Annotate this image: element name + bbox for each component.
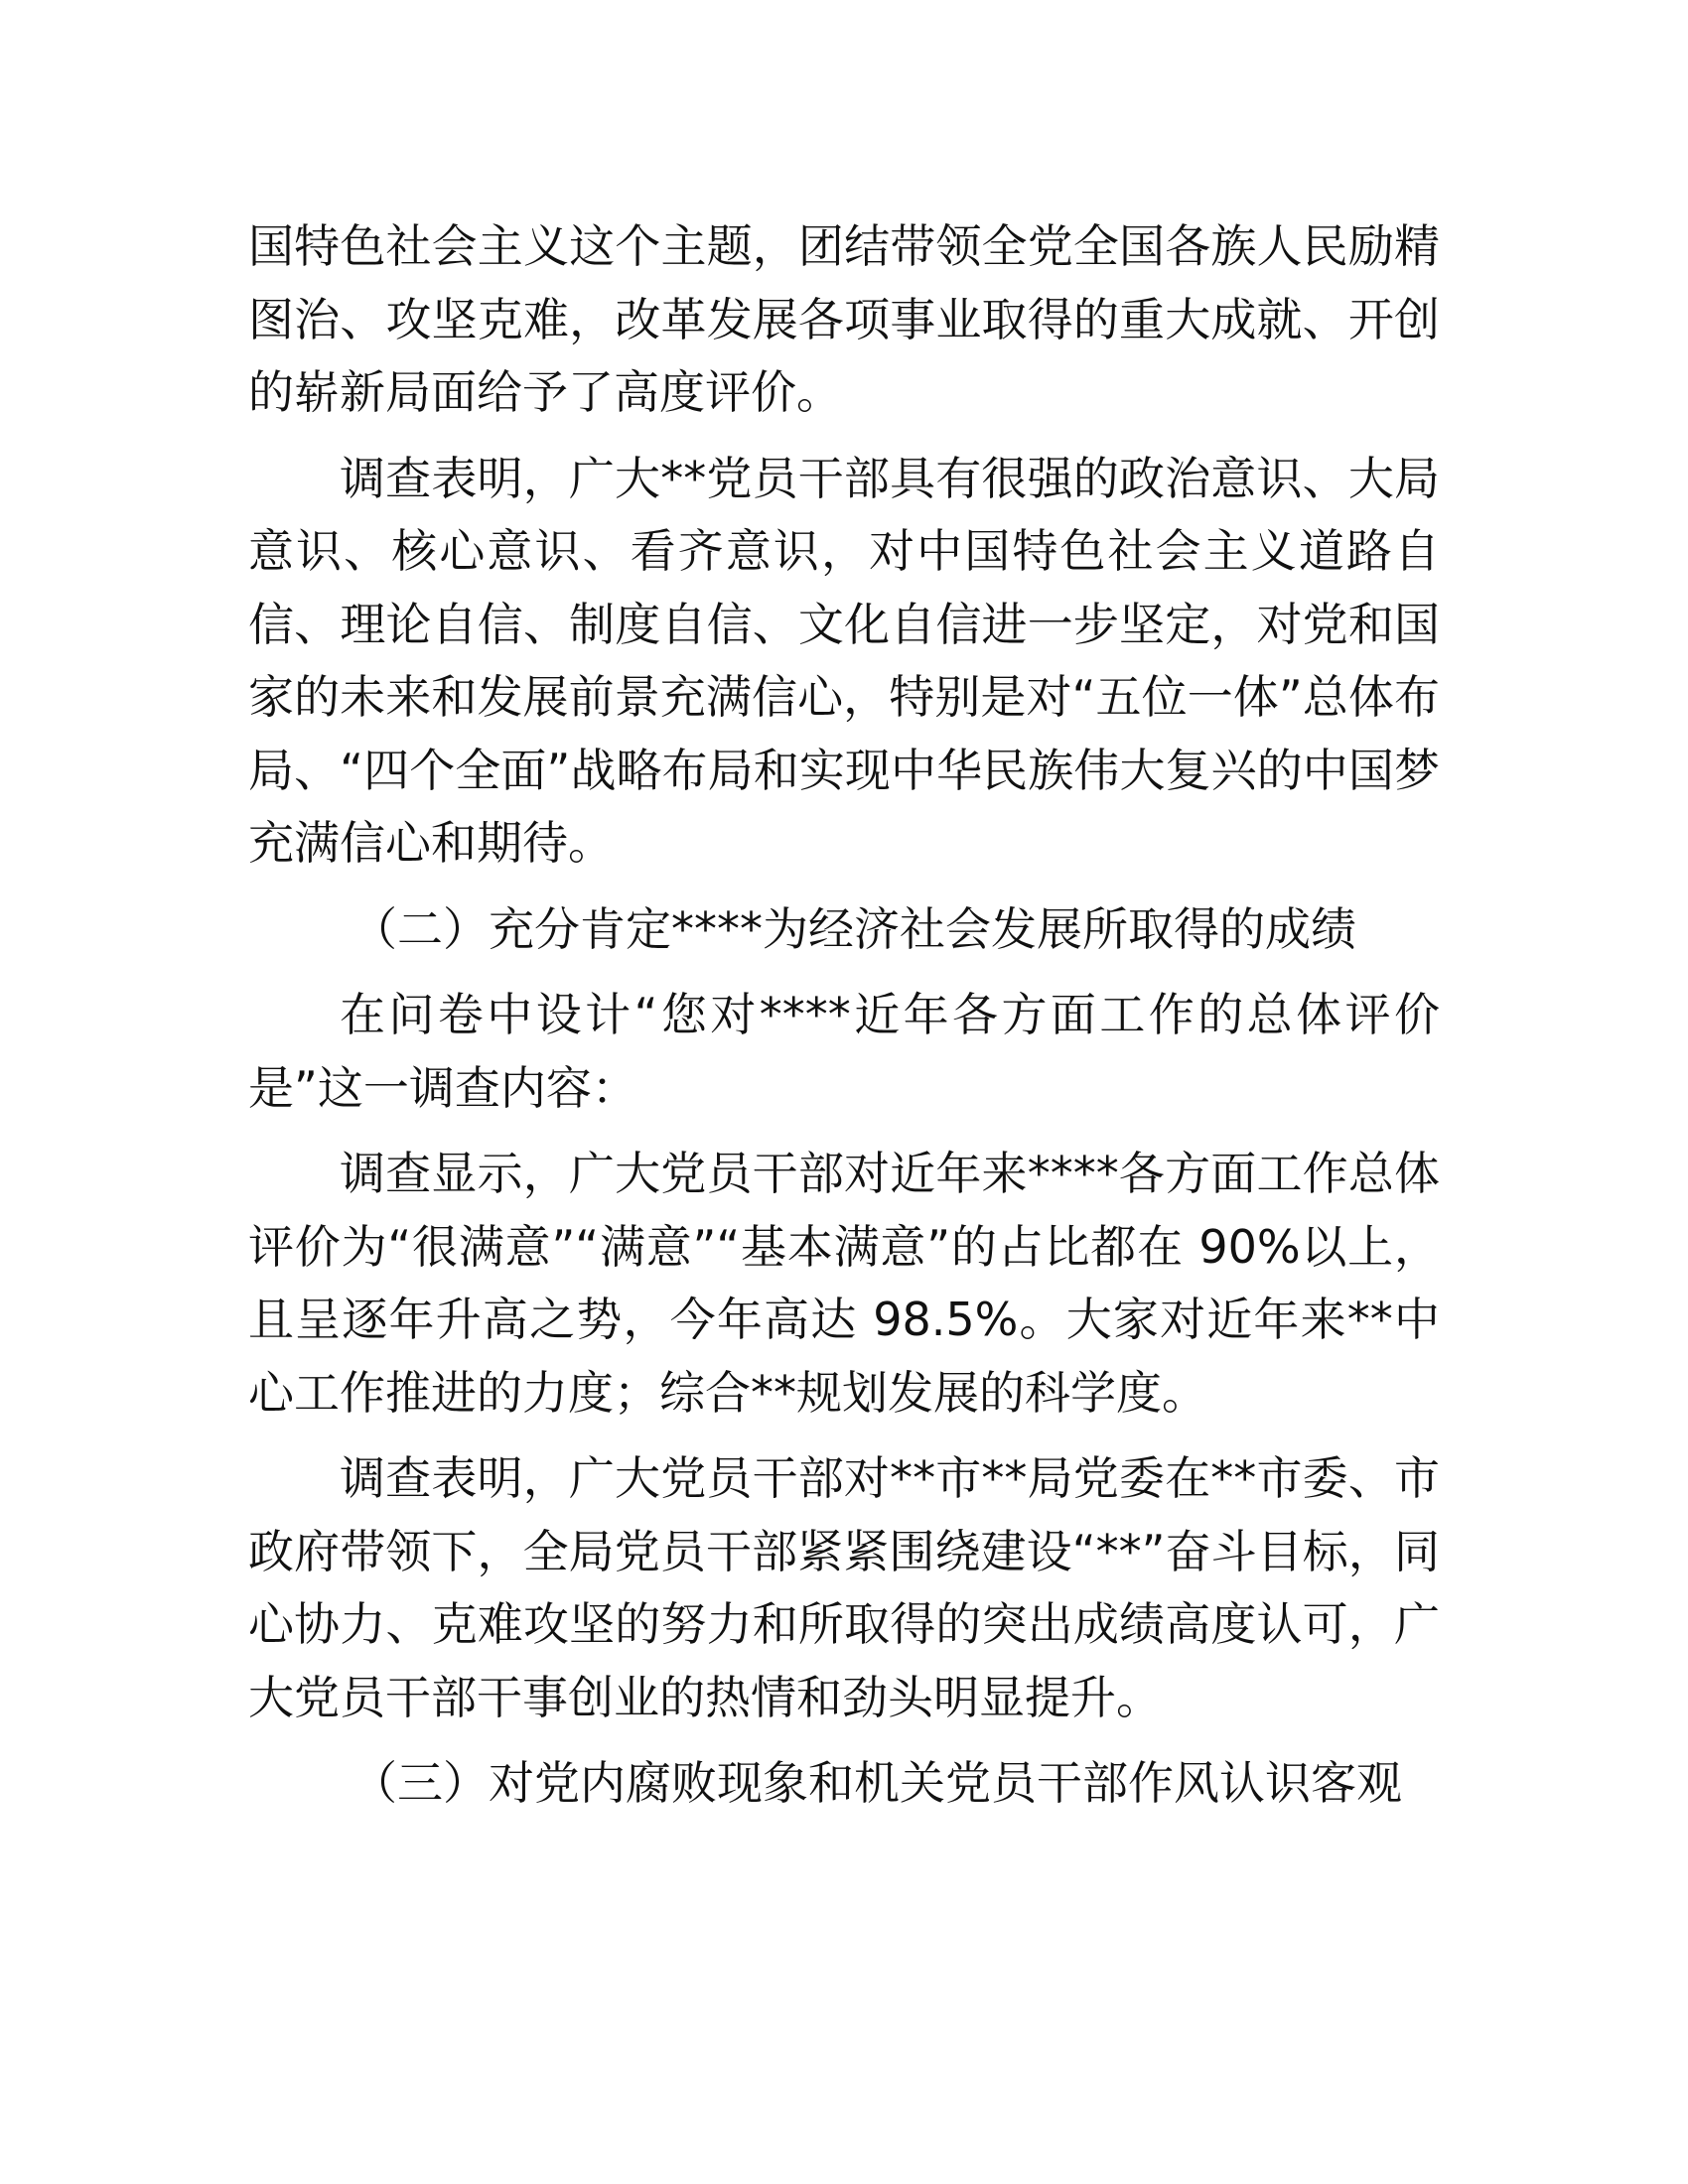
document-body — [248, 210, 1440, 1834]
paragraph-questionnaire: 在问卷中设计“您对****近年各方面工作的总体评价是”这一调查内容： — [248, 988, 1440, 1115]
section-heading-3: （三）对党内腐败现象和机关党员干部作风认识客观 — [352, 1756, 1402, 1810]
paragraph-survey-conclusion: 调查表明，广大党员干部对**市**局党委在**市委、市政府带领下，全局党员干部紧紧围绕建设“**”奋斗目标，同心协力、克难攻坚的努力和所取得的突出成绩高度认可，广大党员干部干事创业的热情和劲头明显提升。 — [248, 1451, 1440, 1724]
paragraph-continuation: 国特色社会主义这个主题，团结带领全党全国各族人民励精图治、攻坚克难，改革发展各项事业取得的重大成就、开创的崭新局面给予了高度评价。 — [248, 219, 1440, 419]
section-heading-2: （二）充分肯定****为经济社会发展所取得的成绩 — [352, 901, 1356, 956]
paragraph-survey-findings: 调查表明，广大**党员干部具有很强的政治意识、大局意识、核心意识、看齐意识，对中国特色社会主义道路自信、理论自信、制度自信、文化自信进一步坚定，对党和国家的未来和发展前景充满信心，特别是对“五位一体”总体布局、“四个全面”战略布局和实现中华民族伟大复兴的中国梦充满信心和期待。 — [248, 451, 1440, 870]
paragraph-survey-results: 调查显示，广大党员干部对近年来****各方面工作总体评价为“很满意”“满意”“基本满意”的占比都在 90%以上，且呈逐年升高之势，今年高达 98.5%。大家对近年来**中心工作推进的力度；综合**规划发展的科学度。 — [248, 1147, 1440, 1420]
